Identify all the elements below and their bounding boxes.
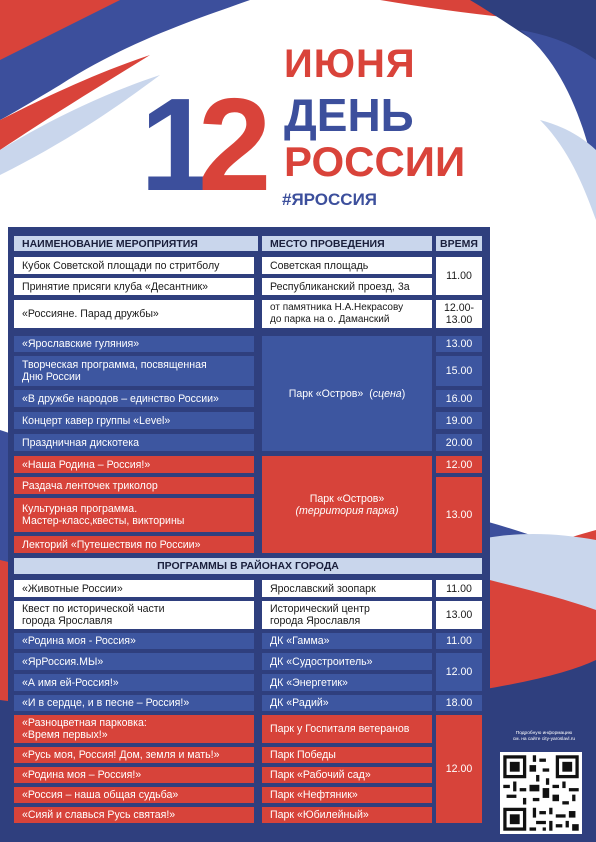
district-place-cell: Парк «Нефтяник»: [262, 787, 432, 803]
qr-code[interactable]: [500, 752, 582, 834]
time-cell: 13.00: [436, 336, 482, 352]
district-place-cell: Парк Победы: [262, 747, 432, 763]
hashtag: #ЯРОССИЯ: [282, 190, 378, 209]
district-place-cell: Ярославский зоопарк: [262, 580, 432, 597]
district-place-cell: ДК «Гамма»: [262, 633, 432, 649]
time-cell: 16.00: [436, 390, 482, 407]
place-park-bracket: ): [401, 387, 406, 400]
time-cell: 20.00: [436, 434, 482, 451]
district-event-cell: «Родина моя - Россия»: [14, 633, 254, 649]
event-cell: Концерт кавер группы «Level»: [14, 412, 254, 429]
place-cell: Республиканский проезд, 3а: [262, 278, 432, 295]
place-cell: Советская площадь: [262, 257, 432, 274]
title-line1: ДЕНЬ: [284, 89, 414, 141]
district-time-cell: 12.00: [436, 715, 482, 823]
svg-text:1: 1: [140, 71, 208, 218]
districts-title: ПРОГРАММЫ В РАЙОНАХ ГОРОДА: [14, 558, 482, 574]
district-time-cell: 11.00: [436, 580, 482, 597]
district-place-cell: ДК «Радий»: [262, 695, 432, 711]
event-cell: «Ярославские гуляния»: [14, 336, 254, 352]
time-cell: 12.00: [436, 456, 482, 473]
district-event-cell: «ЯрРоссия.МЫ»: [14, 653, 254, 670]
time-cell: 19.00: [436, 412, 482, 429]
district-event-cell: «Родина моя – Россия!»: [14, 767, 254, 783]
district-place-cell: ДК «Энергетик»: [262, 674, 432, 691]
event-cell: Кубок Советской площади по стритболу: [14, 257, 254, 274]
event-cell: «Наша Родина – Россия!»: [14, 456, 254, 473]
event-cell: Праздничная дискотека: [14, 434, 254, 451]
event-cell: Раздача ленточек триколор: [14, 477, 254, 494]
district-time-cell: 11.00: [436, 633, 482, 649]
qr-note: Подробную информацию см. на сайте city-yaroslavl.ru: [512, 731, 576, 742]
district-event-cell: «Русь моя, Россия! Дом, земля и мать!»: [14, 747, 254, 763]
month-label: ИЮНЯ: [284, 42, 416, 86]
time-cell: 15.00: [436, 356, 482, 386]
district-event-cell: «Сияй и славься Русь святая!»: [14, 807, 254, 823]
place-cell: от памятника Н.А.Некрасову до парка на о. Даманский: [262, 300, 432, 328]
place-park-name: Парк «Остров» (: [288, 387, 373, 400]
place-cell-park-territory: [262, 456, 432, 553]
col-header-place: МЕСТО ПРОВЕДЕНИЯ: [262, 236, 432, 251]
district-event-cell: «А имя ей-Россия!»: [14, 674, 254, 691]
place-park-note: сцена: [372, 387, 402, 400]
district-time-cell: 13.00: [436, 601, 482, 629]
place-cell-park-stage: [262, 336, 432, 451]
district-place-cell: Парк «Юбилейный»: [262, 807, 432, 823]
time-cell: 11.00: [436, 257, 482, 295]
district-place-cell: ДК «Судостроитель»: [262, 653, 432, 670]
district-event-cell: «Животные России»: [14, 580, 254, 597]
event-cell: Принятие присяги клуба «Десантник»: [14, 278, 254, 295]
event-cell: «В дружбе народов – единство России»: [14, 390, 254, 407]
district-place-cell: Парк «Рабочий сад»: [262, 767, 432, 783]
district-place-cell: Исторический центр города Ярославля: [262, 601, 432, 629]
place-park-name: Парк «Остров»: [309, 492, 385, 505]
time-cell: 12.00- 13.00: [436, 300, 482, 328]
title-line2: РОССИИ: [284, 138, 466, 185]
event-cell: Культурная программа. Мастер-класс,квесты, викторины: [14, 498, 254, 532]
event-cell: «Россияне. Парад дружбы»: [14, 300, 254, 328]
district-time-cell: 18.00: [436, 695, 482, 711]
district-event-cell: «Россия – наша общая судьба»: [14, 787, 254, 803]
svg-text:2: 2: [198, 71, 272, 218]
time-cell: 13.00: [436, 477, 482, 553]
district-event-cell: «Разноцветная парковка: «Время первых!»: [14, 715, 254, 743]
event-cell: Творческая программа, посвященная Дню России: [14, 356, 254, 386]
district-event-cell: «И в сердце, и в песне – Россия!»: [14, 695, 254, 711]
place-park-note: (территория парка): [295, 504, 399, 517]
event-cell: Лекторий «Путешествия по России»: [14, 536, 254, 553]
district-place-cell: Парк у Госпиталя ветеранов: [262, 715, 432, 743]
col-header-event: НАИМЕНОВАНИЕ МЕРОПРИЯТИЯ: [14, 236, 258, 251]
col-header-time: ВРЕМЯ: [436, 236, 482, 251]
district-event-cell: Квест по исторической части города Ярославля: [14, 601, 254, 629]
district-time-cell: 12.00: [436, 653, 482, 691]
